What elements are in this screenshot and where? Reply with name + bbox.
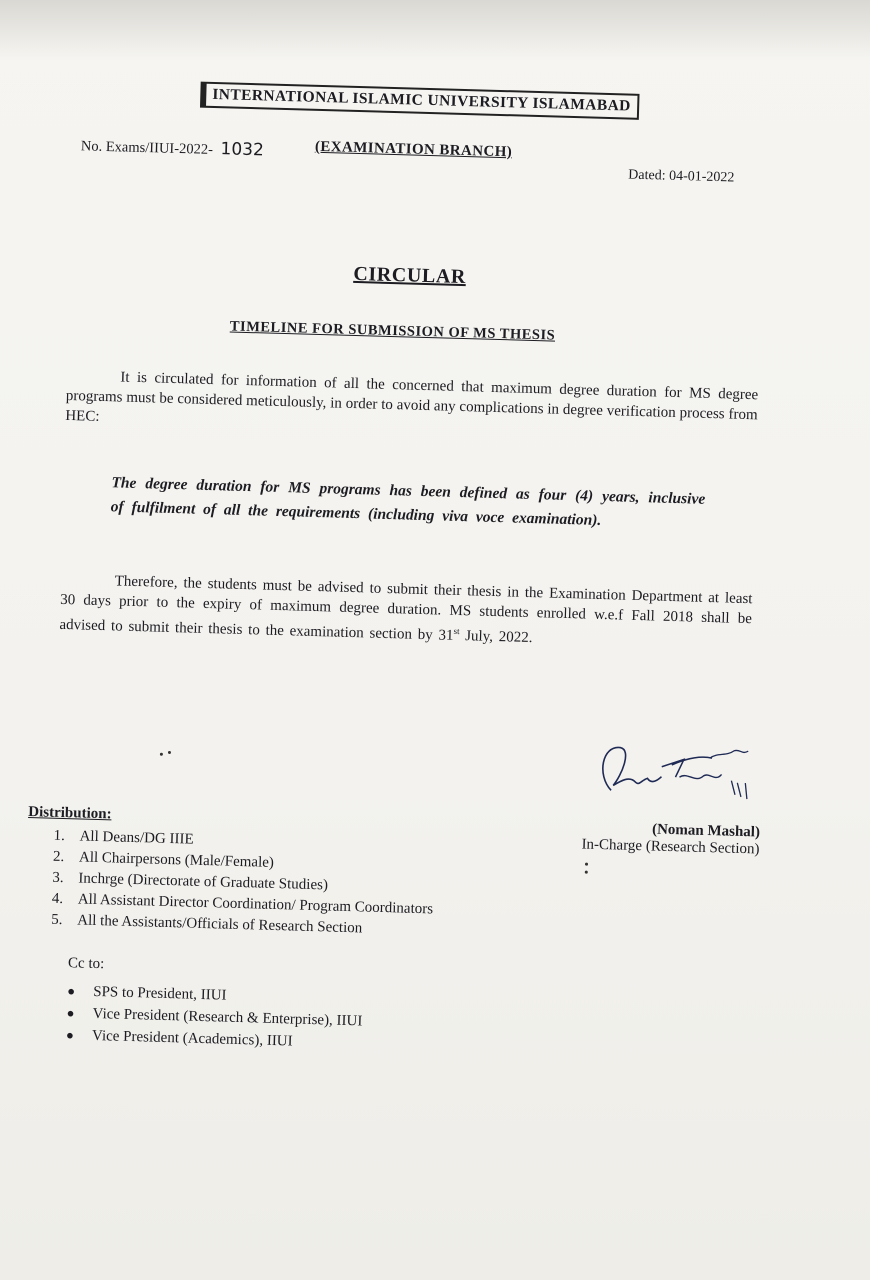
bullet-icon: ● [67, 983, 76, 999]
instruction-text: Therefore, the students must be advised to submit their thesis in the Examination Department at least 30 days prior to the expiry of maximum degree duration. MS students enrolled w.e.f Fall 2018 shall be advised to submit their thesis to the examination section by 31 [59, 573, 753, 644]
reference-handwritten-number: 1032 [220, 139, 265, 161]
distribution-heading: Distribution: [28, 804, 112, 823]
cc-heading: Cc to: [67, 955, 105, 973]
handwritten-signature [590, 735, 772, 820]
branch-name: (EXAMINATION BRANCH) [314, 138, 513, 161]
speck-mark [585, 863, 588, 866]
item-number: 4. [51, 890, 64, 908]
cc-item-text: Vice President (Academics), IIUI [91, 1027, 293, 1050]
item-number: 3. [52, 869, 64, 887]
bullet-icon: ● [66, 1005, 75, 1021]
instruction-paragraph [59, 570, 753, 654]
document-title: CIRCULAR [353, 262, 467, 289]
distribution-list [23, 825, 435, 941]
intro-paragraph: It is circulated for information of all the concerned that maximum degree duration for MS degree programs must be considered meticulously, in order to avoid any complications in degree verification process from HEC: [65, 369, 759, 425]
item-text: Inchrge (Directorate of Graduate Studies) [78, 870, 329, 894]
university-header: INTERNATIONAL ISLAMIC UNIVERSITY ISLAMABAD [200, 82, 639, 120]
duration-statement: The degree duration for MS programs has been defined as four (4) years, inclusive of fulfilment of all the requirements (including viva voce examination). [110, 474, 706, 529]
speck-mark [160, 753, 163, 756]
circular-document [9, 49, 822, 1250]
item-text: All Deans/DG IIIE [79, 828, 194, 848]
bullet-icon: ● [65, 1027, 75, 1043]
signatory-name: (Noman Mashal) [651, 821, 761, 841]
item-number: 1. [53, 827, 66, 845]
date-line: Dated: 04-01-2022 [628, 167, 735, 186]
cc-item-text: Vice President (Research & Enterprise), IIUI [92, 1005, 363, 1030]
signatory-title: In-Charge (Research Section) [581, 836, 760, 858]
reference-prefix: No. Exams/IIUI-2022- [80, 138, 214, 158]
item-text: All Assistant Director Coordination/ Program Coordinators [77, 891, 434, 918]
item-text: All the Assistants/Officials of Research Section [77, 912, 363, 937]
reference-number [81, 135, 264, 160]
item-number: 2. [52, 848, 65, 866]
document-subtitle: TIMELINE FOR SUBMISSION OF MS THESIS [229, 318, 556, 344]
cc-item-text: SPS to President, IIUI [93, 983, 227, 1004]
item-text: All Chairpersons (Male/Female) [78, 849, 275, 871]
ordinal-suffix: st [453, 625, 460, 637]
instruction-date: July, 2022. [459, 628, 533, 647]
item-number: 5. [51, 911, 63, 929]
cc-list [66, 980, 364, 1054]
speck-mark [585, 871, 588, 874]
signatory-block [539, 818, 760, 858]
speck-mark [168, 751, 171, 754]
